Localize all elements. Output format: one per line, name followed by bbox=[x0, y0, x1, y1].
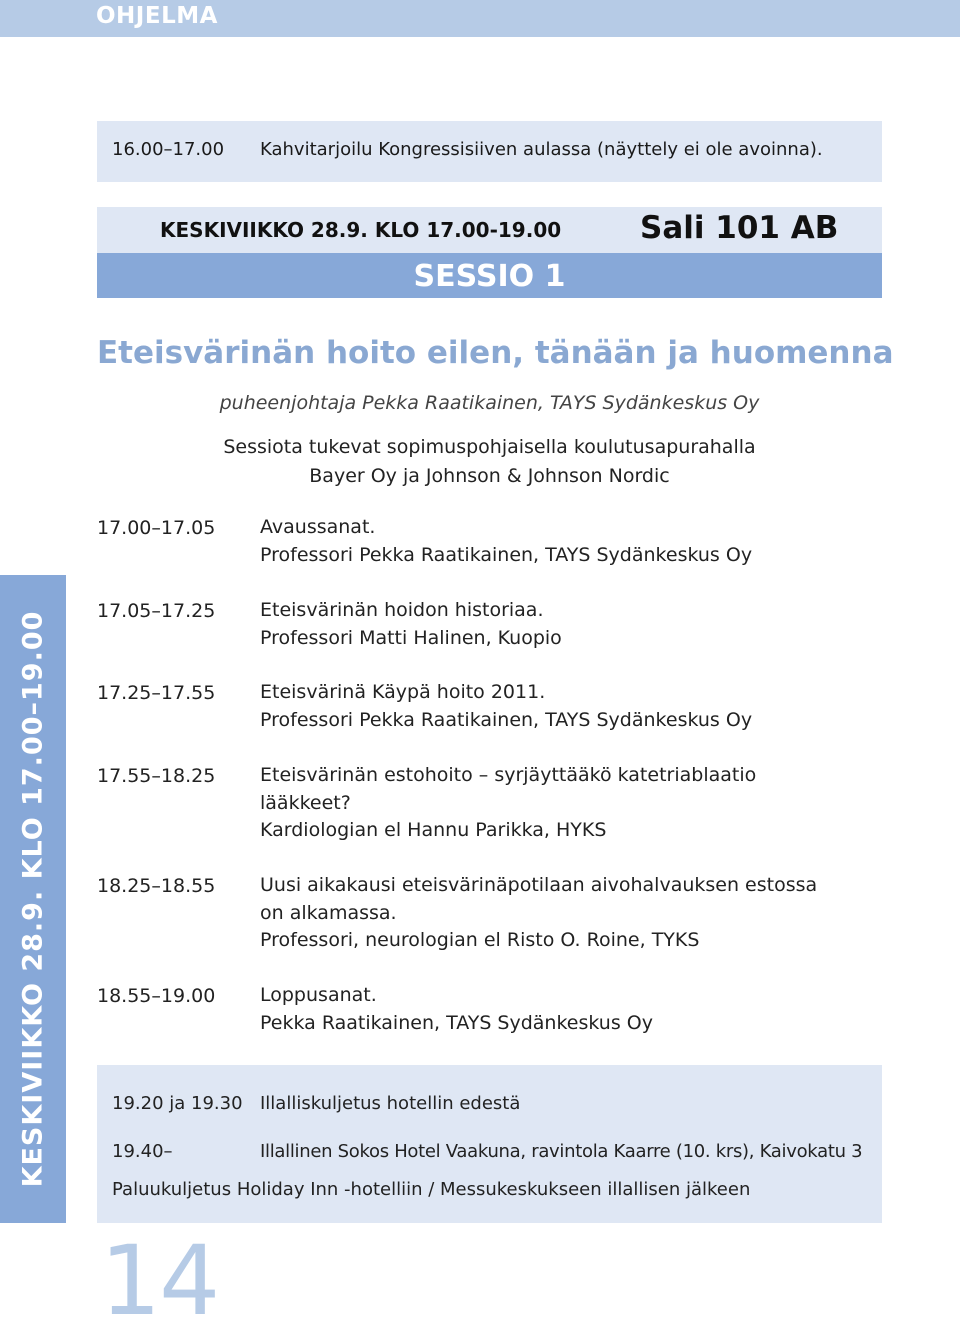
dinner-time: 19.40– bbox=[112, 1141, 173, 1162]
program-line: Eteisvärinän hoidon historiaa. bbox=[260, 599, 544, 621]
session-label: SESSIO 1 bbox=[413, 259, 566, 294]
transport-time: 19.20 ja 19.30 bbox=[112, 1093, 243, 1114]
program-item bbox=[260, 514, 752, 569]
program-time: 17.00–17.05 bbox=[97, 517, 216, 539]
program-item bbox=[260, 762, 756, 845]
program-line: Avaussanat. bbox=[260, 516, 376, 538]
program-line: Eteisvärinän estohoito – syrjäyttääkö katetriablaatio bbox=[260, 764, 757, 786]
program-time: 17.25–17.55 bbox=[97, 682, 216, 704]
session-sponsors bbox=[97, 433, 882, 491]
dinner-text: Illallinen Sokos Hotel Vaakuna, ravintola Kaarre (10. krs), Kaivokatu 3 bbox=[260, 1141, 863, 1162]
program-line: Eteisvärinä Käypä hoito 2011. bbox=[260, 681, 546, 703]
program-line: Professori Matti Halinen, Kuopio bbox=[260, 626, 562, 649]
program-time: 17.55–18.25 bbox=[97, 765, 216, 787]
header-bar bbox=[0, 0, 960, 37]
program-item bbox=[260, 597, 562, 652]
program-line: Pekka Raatikainen, TAYS Sydänkeskus Oy bbox=[260, 1011, 653, 1034]
day-heading: KESKIVIIKKO 28.9. KLO 17.00-19.00 bbox=[160, 218, 562, 242]
coffee-text: Kahvitarjoilu Kongressisiiven aulassa (näyttely ei ole avoinna). bbox=[260, 139, 823, 160]
program-line: Professori Pekka Raatikainen, TAYS Sydänkeskus Oy bbox=[260, 708, 753, 731]
transport-text: Illalliskuljetus hotellin edestä bbox=[260, 1093, 521, 1114]
page-number: 14 bbox=[100, 1225, 219, 1337]
program-time: 18.55–19.00 bbox=[97, 985, 216, 1007]
program-time: 18.25–18.55 bbox=[97, 875, 216, 897]
program-line: Professori Pekka Raatikainen, TAYS Sydänkeskus Oy bbox=[260, 543, 753, 566]
program-line: Kardiologian el Hannu Parikka, HYKS bbox=[260, 819, 607, 841]
session-title: Eteisvärinän hoito eilen, tänään ja huomenna bbox=[97, 335, 894, 371]
program-line: Uusi aikakausi eteisvärinäpotilaan aivohalvauksen estossa bbox=[260, 874, 818, 896]
sponsors-line: Bayer Oy ja Johnson & Johnson Nordic bbox=[309, 465, 670, 487]
coffee-time: 16.00–17.00 bbox=[112, 139, 225, 160]
room-label: Sali 101 AB bbox=[640, 210, 839, 246]
return-transport-text: Paluukuljetus Holiday Inn -hotelliin / Messukeskukseen illallisen jälkeen bbox=[112, 1179, 751, 1200]
section-title: OHJELMA bbox=[96, 3, 218, 29]
program-item bbox=[260, 872, 817, 955]
sponsors-line: Sessiota tukevat sopimuspohjaisella koulutusapurahalla bbox=[223, 436, 756, 458]
program-item bbox=[260, 982, 653, 1037]
program-line: Loppusanat. bbox=[260, 984, 377, 1006]
session-chair: puheenjohtaja Pekka Raatikainen, TAYS Sydänkeskus Oy bbox=[219, 392, 760, 414]
side-date-label: KESKIVIIKKO 28.9. KLO 17.00–19.00 bbox=[17, 610, 49, 1188]
program-line: Professori, neurologian el Risto O. Roine, TYKS bbox=[260, 929, 700, 951]
program-item bbox=[260, 679, 752, 734]
program-line: on alkamassa. bbox=[260, 901, 397, 924]
program-time: 17.05–17.25 bbox=[97, 600, 216, 622]
program-line: lääkkeet? bbox=[260, 791, 351, 814]
